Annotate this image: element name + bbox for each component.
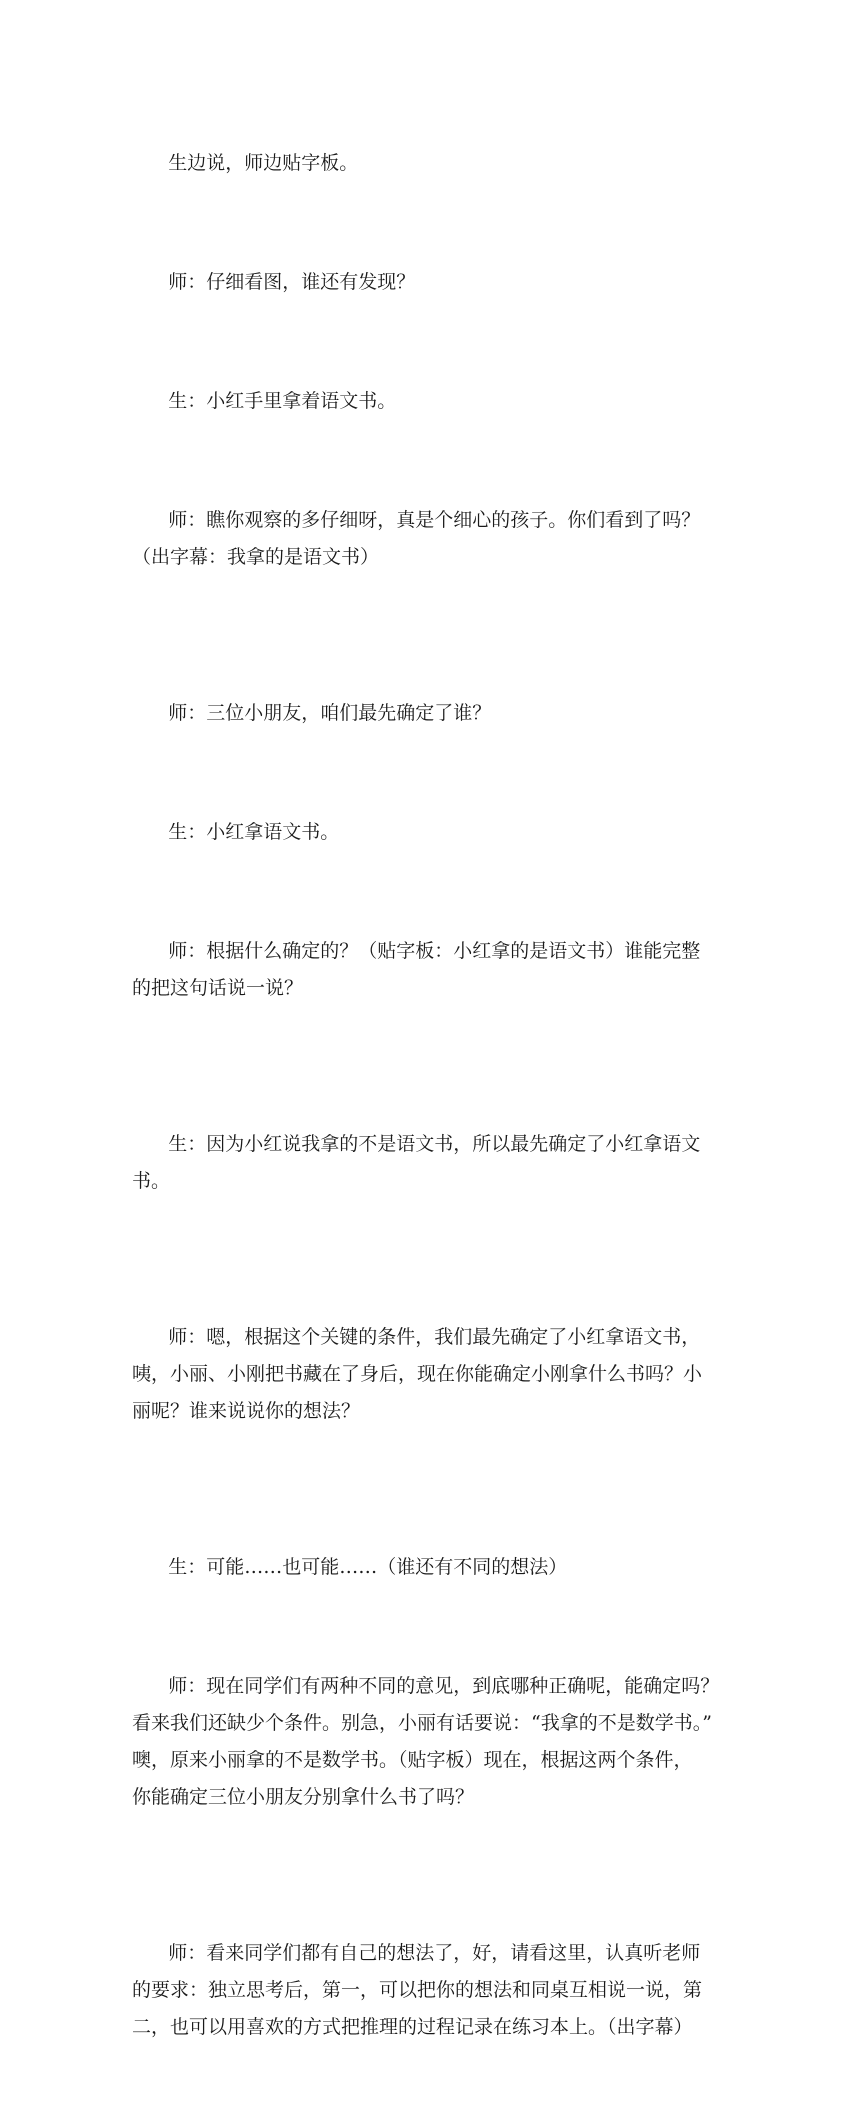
paragraph-line: 的把这句话说一说？	[132, 977, 304, 999]
paragraph-7	[132, 896, 732, 1081]
paragraph-12	[132, 1898, 732, 2120]
paragraph-line: 生：小红拿语文书。	[168, 821, 340, 843]
paragraph-line: 噢，原来小丽拿的不是数学书。（贴字板）现在，根据这两个条件，	[132, 1749, 693, 1771]
paragraph-8	[132, 1089, 732, 1274]
paragraph-line: 师：根据什么确定的？（贴字板：小红拿的是语文书）谁能完整	[168, 940, 701, 962]
paragraph-line: 生：因为小红说我拿的不是语文书，所以最先确定了小红拿语文	[168, 1133, 701, 1155]
paragraph-4	[132, 465, 732, 650]
paragraph-line: 生边说，师边贴字板。	[168, 152, 359, 174]
paragraph-5	[132, 658, 732, 769]
paragraph-9	[132, 1282, 732, 1504]
paragraph-line: 生：小红手里拿着语文书。	[168, 390, 397, 412]
paragraph-line: 师：瞧你观察的多仔细呀，真是个细心的孩子。你们看到了吗？	[168, 509, 701, 531]
paragraph-6	[132, 777, 732, 888]
document-body	[132, 108, 732, 2128]
paragraph-line: 师：现在同学们有两种不同的意见，到底哪种正确呢，能确定吗？	[168, 1675, 720, 1697]
paragraph-10	[132, 1512, 732, 1623]
paragraph-line: 的要求：独立思考后，第一，可以把你的想法和同桌互相说一说，第	[132, 1979, 703, 2001]
paragraph-line: 书。	[132, 1170, 171, 1192]
paragraph-line: 生：可能……也可能……（谁还有不同的想法）	[168, 1556, 568, 1578]
paragraph-11	[132, 1631, 732, 1890]
paragraph-line: 你能确定三位小朋友分别拿什么书了吗？	[132, 1786, 475, 1808]
paragraph-line: 师：三位小朋友，咱们最先确定了谁？	[168, 702, 492, 724]
paragraph-line: （出字幕：我拿的是语文书）	[132, 546, 380, 568]
paragraph-line: 二，也可以用喜欢的方式把推理的过程记录在练习本上。（出字幕）	[132, 2016, 693, 2038]
paragraph-line: 看来我们还缺少个条件。别急，小丽有话要说：“我拿的不是数学书。”	[132, 1712, 712, 1734]
paragraph-3	[132, 346, 732, 457]
paragraph-1	[132, 108, 732, 219]
paragraph-line: 师：嗯，根据这个关键的条件，我们最先确定了小红拿语文书，	[168, 1326, 701, 1348]
paragraph-line: 师：看来同学们都有自己的想法了，好，请看这里，认真听老师	[168, 1942, 701, 1964]
paragraph-2	[132, 227, 732, 338]
paragraph-line: 师：仔细看图，谁还有发现？	[168, 271, 416, 293]
paragraph-line: 丽呢？谁来说说你的想法？	[132, 1400, 361, 1422]
paragraph-line: 咦，小丽、小刚把书藏在了身后，现在你能确定小刚拿什么书吗？小	[132, 1363, 703, 1385]
